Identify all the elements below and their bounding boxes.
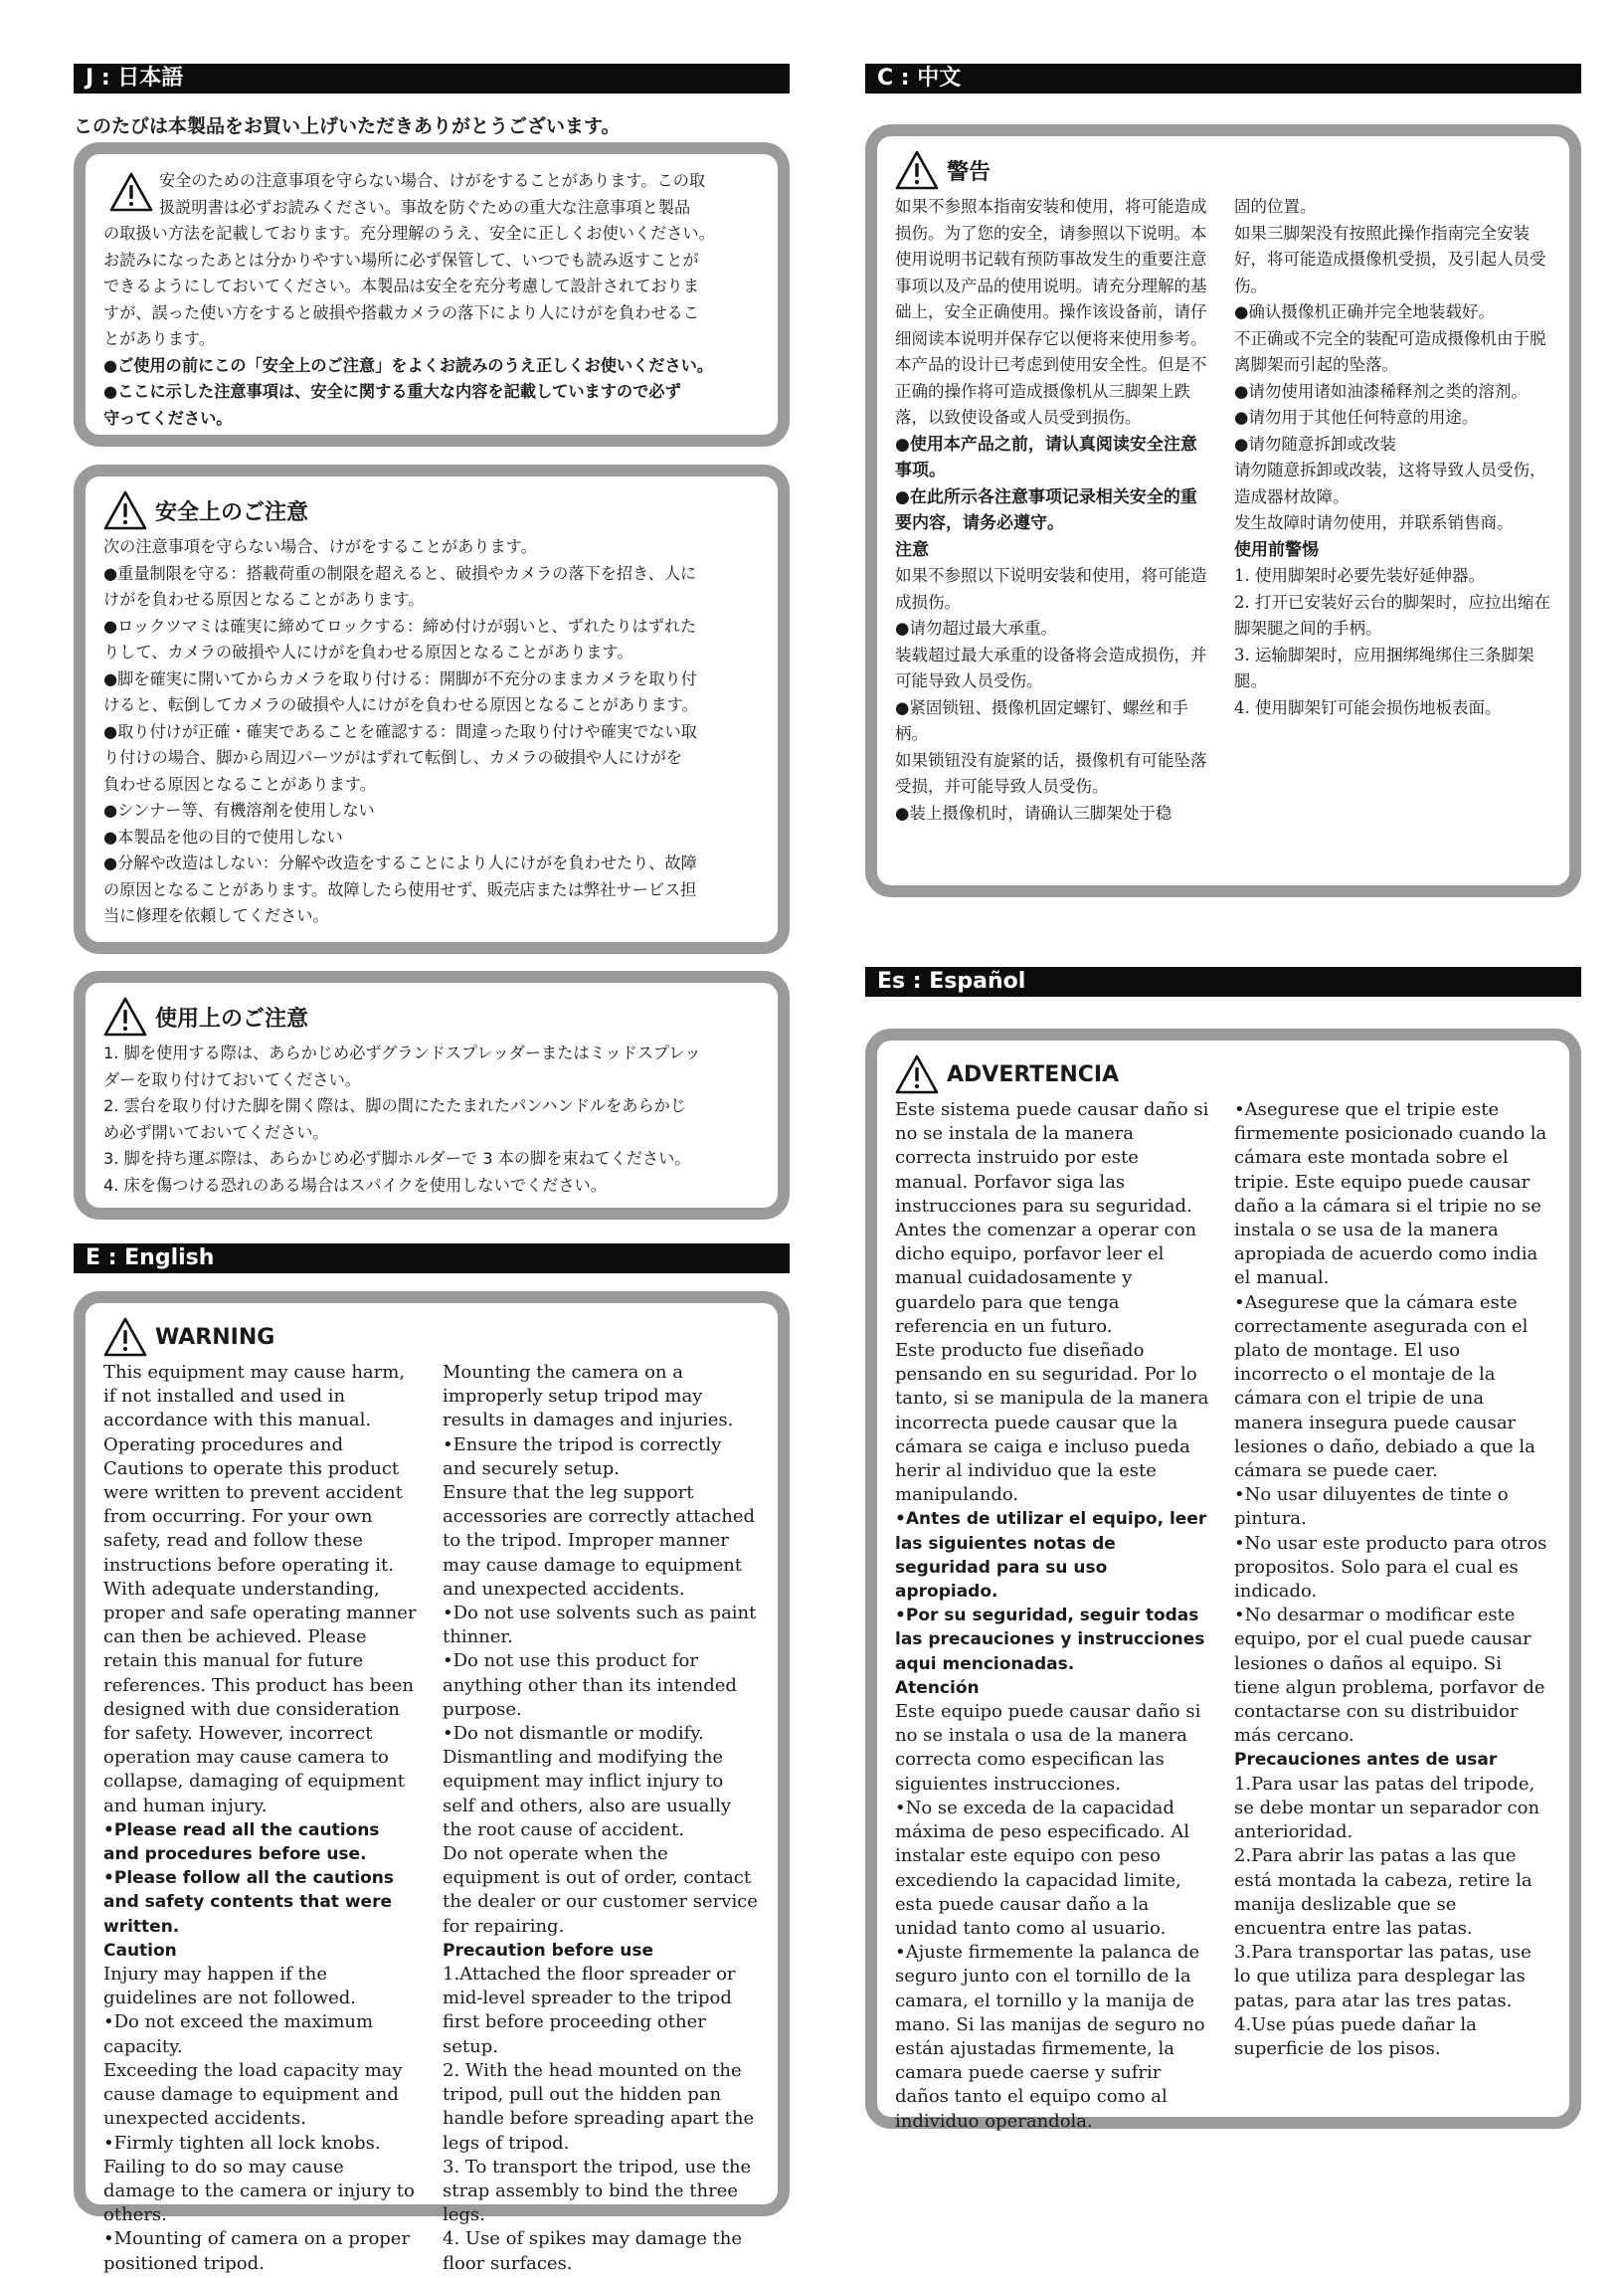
warning-icon	[109, 172, 153, 212]
paragraph: ●请勿用于其他任何特意的用途。	[1234, 408, 1479, 427]
paragraph: ●请勿超过最大承重。	[895, 619, 1057, 638]
paragraph: Exceeding the load capacity may cause damage to equipment and unexpected accidents.	[103, 2059, 403, 2130]
paragraph: 4.Use púas puede dañar la superficie de los pisos.	[1234, 2013, 1477, 2059]
paragraph: ●紧固锁钮、摄像机固定螺钉、螺丝和手柄。	[895, 697, 1188, 743]
text-line: りして、カメラの破損や人にけがを負わせる原因となることがあります。	[103, 643, 633, 662]
paragraph: Este producto fue diseñado pensando en su seguridad. Por lo tanto, si se manipula de la manera incorrecta puede causar que la cámara se caiga e incluso pueda herir al individuo que la este manipulando.	[895, 1340, 1209, 1506]
paragraph: 如果不参照以下说明安装和使用，将可能造成损伤。	[895, 566, 1207, 612]
paragraph: Este equipo puede causar daño si no se instala o usa de la manera correcta como especifican las siguientes instrucciones.	[895, 1701, 1201, 1795]
section-header-english: E : English	[74, 1243, 790, 1273]
japanese-usage-box	[74, 971, 790, 1220]
japanese-intro: このたびは本製品をお買い上げいただきありがとうございます。	[74, 115, 621, 137]
text-line: ダーを取り付けておいてください。	[103, 1069, 361, 1089]
text-line: ●ここに示した注意事項は、安全に関する重大な内容を記載していますので必ず	[103, 382, 681, 401]
paragraph: Do not operate when the equipment is out of order, contact the dealer or our customer service for repairing.	[443, 1843, 758, 1937]
paragraph: •Firmly tighten all lock knobs.	[103, 2132, 381, 2154]
text-line: ●重量制限を守る：搭載荷重の制限を超えると、破損やカメラの落下を招き、人に	[103, 563, 697, 583]
paragraph: Failing to do so may cause damage to the camera or injury to others.	[103, 2156, 415, 2226]
paragraph: 3. To transport the tripod, use the strap assembly to bind the three legs.	[443, 2156, 752, 2226]
paragraph: 2. 打开已安装好云台的脚架时，应拉出缩在脚架腿之间的手柄。	[1234, 592, 1550, 638]
chinese-right-column	[1234, 194, 1551, 827]
text-line: とがあります。	[103, 329, 216, 348]
text-line: 当に修理を依頼してください。	[103, 906, 329, 925]
paragraph: •Do not use this product for anything other than its intended purpose.	[443, 1650, 737, 1720]
text-line: ●ご使用の前にこの「安全上のご注意」をよくお読みのうえ正しくお使いください。	[103, 355, 714, 375]
text-line: ●分解や改造はしない：分解や改造をすることにより人にけがを負わせたり、故障	[103, 854, 697, 872]
text-line: ●シンナー等、有機溶剤を使用しない	[103, 801, 375, 820]
paragraph: 4. 使用脚架钉可能会损伤地板表面。	[1234, 697, 1502, 717]
paragraph: •Mounting of camera on a proper positioned tripod.	[103, 2228, 411, 2274]
paragraph: 不正确或不完全的装配可造成摄像机由于脱离脚架而引起的坠落。	[1234, 328, 1546, 374]
text-line: 負わせる原因となることがあります。	[103, 774, 376, 794]
paragraph: •Do not use solvents such as paint thinner.	[443, 1603, 757, 1648]
text-line: ●脚を確実に開いてからカメラを取り付ける：開脚が不充分のままカメラを取り付	[103, 668, 697, 688]
paragraph: 2. With the head mounted on the tripod, pull out the hidden pan handle before spreading apart the legs of tripod.	[443, 2059, 755, 2154]
paragraph: Este sistema puede causar daño si no se instala de la manera correcta instruido por este manual. Porfavor siga las instrucciones para su seguridad. Antes the comenzar a operar con dicho equipo, porfavor leer el manual cuidadosamente y guardelo para que tenga referencia en un futuro.	[895, 1099, 1209, 1337]
paragraph: 请勿随意拆卸或改装，这将导致人员受伤，造成器材故障。	[1234, 461, 1546, 506]
section-header-chinese: C : 中文	[865, 64, 1581, 94]
warning-icon	[895, 150, 939, 190]
english-title-row	[103, 1317, 760, 1357]
paragraph: 2.Para abrir las patas a las que está montada la cabeza, retire la manija deslizable que se encuentra entre las patas.	[1234, 1845, 1533, 1939]
text-line: けがを負わせる原因となることがあります。	[103, 590, 425, 609]
text-line: の原因となることがあります。故障したら使用せず、販売店または弊社サービス担	[103, 879, 697, 899]
warning-icon	[103, 490, 147, 530]
paragraph: 3.Para transportar las patas, use lo que utiliza para desplegar las patas, para atar las tres patas.	[1234, 1942, 1532, 2011]
english-title: WARNING	[155, 1324, 275, 1350]
chinese-warning-box	[865, 124, 1581, 897]
spanish-title-row	[895, 1054, 1551, 1094]
paragraph: 本产品的设计已考虑到使用安全性。但是不正确的操作将可造成摄像机从三脚架上跌落，以致使设备或人员受到损伤。	[895, 355, 1207, 427]
paragraph: •Asegurese que la cámara este correctamente asegurada con el plato de montage. El uso incorrecto o el montaje de la cámara con el tripie de una manera insegura puede causar lesiones o daño, debiado a que la cámara se puede caer.	[1234, 1291, 1535, 1482]
paragraph: •Ensure the tripod is correctly and securely setup.	[443, 1433, 722, 1479]
bold-notice: •Please read all the cautions and procedures before use.	[103, 1819, 380, 1865]
usage-title-row	[103, 997, 760, 1037]
paragraph: •Ajuste firmemente la palanca de seguro junto con el tornillo de la camara, el tornillo y la manija de mano. Si las manijas de seguro no están ajustadas firmemente, la camara puede caerse y sufrir daños tanto el equipo como al individuo operandola.	[895, 1942, 1205, 2132]
text-line: の取扱い方法を記載しております。充分理解のうえ、安全に正しくお使いください。	[103, 224, 715, 243]
paragraph: 发生故障时请勿使用，并联系销售商。	[1234, 513, 1514, 532]
paragraph: Injury may happen if the guidelines are not followed.	[103, 1964, 357, 2009]
paragraph: ●请勿使用诸如油漆稀释剂之类的溶剂。	[1234, 381, 1528, 401]
subsection-heading: 使用前警惕	[1234, 539, 1319, 560]
bold-notice: •Please follow all the cautions and safety contents that were written.	[103, 1868, 394, 1937]
text-line: できるようにしておいてください。本製品は安全を充分考慮して設計されておりま	[103, 277, 699, 295]
paragraph: 1.Attached the floor spreader or mid-level spreader to the tripod first before proceeding other setup.	[443, 1964, 736, 2057]
chinese-title: 警告	[947, 159, 992, 185]
text-line: すが、誤った使い方をすると破損や搭載カメラの落下により人にけがを負わせるこ	[103, 302, 699, 322]
paragraph: This equipment may cause harm, if not installed and used in accordance with this manual. Operating procedures and Cautions to operate this product were written to prevent accident from occurring. For your own safety, read and follow these instructions before operating it. With adequate understanding, proper and safe operating manner can then be achieved. Please retain this manual for future references. This product has been designed with due consideration for safety. However, incorrect operation may cause camera to collapse, damaging of equipment and human injury.	[103, 1362, 417, 1816]
chinese-left-column	[895, 194, 1212, 827]
chinese-title-row	[895, 150, 1551, 190]
bold-notice: ●使用本产品之前，请认真阅读安全注意事项。	[895, 434, 1197, 480]
japanese-safety-box	[74, 465, 790, 954]
text-line: 2. 雲台を取り付けた脚を開く際は、脚の間にたたまれたパンハンドルをあらかじ	[103, 1096, 687, 1115]
paragraph: 如果三脚架没有按照此操作指南完全安装好，将可能造成摄像机受损，及引起人员受伤。	[1234, 223, 1546, 295]
warning-icon	[895, 1054, 939, 1094]
paragraph: •No usar este producto para otros propositos. Solo para el cual es indicado.	[1234, 1532, 1547, 1603]
text-line: けると、転倒してカメラの破損や人にけがを負わせる原因となることがあります。	[103, 695, 698, 714]
paragraph: 1. 使用脚架时必要先装好延伸器。	[1234, 566, 1485, 585]
text-line: 次の注意事項を守らない場合、けがをすることがあります。	[103, 537, 537, 556]
warning-icon	[103, 1317, 147, 1357]
paragraph: 如果锁钮没有旋紧的话，摄像机有可能坠落受损，并可能导致人员受伤。	[895, 750, 1207, 796]
paragraph: 如果不参照本指南安装和使用，将可能造成损伤。为了您的安全，请参照以下说明。本使用说明书记载有预防事故发生的重要注意事项以及产品的使用说明。请充分理解的基础上，安全正确使用。操作该设备前，请仔细阅读本说明并保存它以便将来使用参考。	[895, 197, 1207, 348]
warning-icon	[103, 997, 147, 1037]
bold-notice: •Por su seguridad, seguir todas las precauciones y instrucciones aqui mencionadas.	[895, 1606, 1205, 1674]
paragraph: •Do not dismantle or modify.	[443, 1723, 704, 1745]
paragraph: •No usar diluyentes de tinte o pintura.	[1234, 1484, 1509, 1530]
spanish-left-column	[895, 1098, 1212, 2134]
english-left-column	[103, 1361, 421, 2276]
text-line: ●本製品を他の目的で使用しない	[103, 827, 343, 847]
subsection-heading: Precauciones antes de usar	[1234, 1750, 1498, 1771]
paragraph: Dismantling and modifying the equipment may inflict injury to self and others, also are usually the root cause of accident.	[443, 1747, 732, 1840]
subsection-heading: Caution	[103, 1940, 177, 1961]
paragraph: 1.Para usar las patas del tripode, se debe montar un separador con anterioridad.	[1234, 1773, 1540, 1843]
subsection-heading: Precaution before use	[443, 1940, 654, 1961]
paragraph: •No desarmar o modificar este equipo, por el cual puede causar lesiones o daños al equipo. Si tiene algun problema, porfavor de contactarse con su distribuidor más cercano.	[1234, 1605, 1545, 1747]
text-line: 扱説明書は必ずお読みください。事故を防ぐための重大な注意事項と製品	[159, 197, 691, 217]
bold-notice: •Antes de utilizar el equipo, leer las siguientes notas de seguridad para su uso apropiado.	[895, 1509, 1207, 1603]
text-line: ●ロックツマミは確実に締めてロックする：締め付けが弱いと、ずれたりはずれた	[103, 616, 697, 636]
safety-title: 安全上のご注意	[155, 499, 309, 525]
paragraph: ●装上摄像机时，请确认三脚架处于稳	[895, 803, 1173, 823]
paragraph: Mounting the camera on a improperly setup tripod may results in damages and injuries.	[443, 1362, 734, 1431]
japanese-warning-box	[74, 142, 790, 447]
english-warning-box	[74, 1291, 790, 2274]
section-header-spanish: Es : Español	[865, 967, 1581, 997]
spanish-right-column	[1234, 1098, 1551, 2134]
spanish-warning-box	[865, 1029, 1581, 2132]
usage-title: 使用上のご注意	[155, 1006, 309, 1032]
text-line: 4. 床を傷つける恐れのある場合はスパイクを使用しないでください。	[103, 1175, 607, 1195]
paragraph: •Do not exceed the maximum capacity.	[103, 2011, 374, 2057]
paragraph: 固的位置。	[1234, 197, 1317, 216]
text-line: 3. 脚を持ち運ぶ際は、あらかじめ必ず脚ホルダーで 3 本の脚を束ねてください。	[103, 1149, 691, 1168]
paragraph: 装载超过最大承重的设备将会造成损伤，并可能导致人员受伤。	[895, 645, 1207, 690]
text-line: め必ず開いておいてください。	[103, 1122, 329, 1142]
paragraph: 4. Use of spikes may damage the floor surfaces.	[443, 2228, 743, 2274]
text-line: お読みになったあとは分かりやすい場所に必ず保管して、いつでも読み返すことが	[103, 250, 699, 270]
text-line: り付けの場合、脚から周辺パーツがはずれて転倒し、カメラの破損や人にけがを	[103, 748, 683, 767]
paragraph: •No se exceda de la capacidad máxima de peso especificado. Al instalar este equipo con peso excediendo la capacidad limite, esta puede causar daño a la unidad tanto como al usuario.	[895, 1797, 1190, 1939]
text-line: 安全のための注意事項を守らない場合、けがをすることがあります。この取	[159, 171, 706, 190]
spanish-title: ADVERTENCIA	[947, 1061, 1120, 1087]
section-header-japanese: J : 日本語	[74, 64, 790, 94]
english-right-column	[443, 1361, 760, 2276]
paragraph: ●请勿随意拆卸或改装	[1234, 434, 1396, 454]
subsection-heading: Atención	[895, 1677, 980, 1698]
subsection-heading: 注意	[895, 539, 929, 560]
text-line: ●取り付けが正確・確実であることを確認する：間違った取り付けや確実でない取	[103, 721, 697, 741]
paragraph: 3. 运输脚架时，应用捆绑绳绑住三条脚架腿。	[1234, 645, 1534, 690]
text-line: 守ってください。	[103, 408, 233, 428]
safety-title-row	[103, 490, 760, 530]
bold-notice: ●在此所示各注意事项记录相关安全的重要内容，请务必遵守。	[895, 486, 1197, 533]
paragraph: •Asegurese que el tripie este firmemente posicionado cuando la cámara este montada sobre el tripie. Este equipo puede causar daño a la cámara si el tripie no se instala o se usa de la manera apropiada de acuerdo como india el manual.	[1234, 1099, 1547, 1289]
paragraph: Ensure that the leg support accessories are correctly attached to the tripod. Improper manner may cause damage to equipment and unexpected accidents.	[443, 1482, 756, 1600]
text-line: 1. 脚を使用する際は、あらかじめ必ずグランドスプレッダーまたはミッドスプレッ	[103, 1044, 701, 1062]
paragraph: ●确认摄像机正确并完全地装载好。	[1234, 302, 1495, 321]
